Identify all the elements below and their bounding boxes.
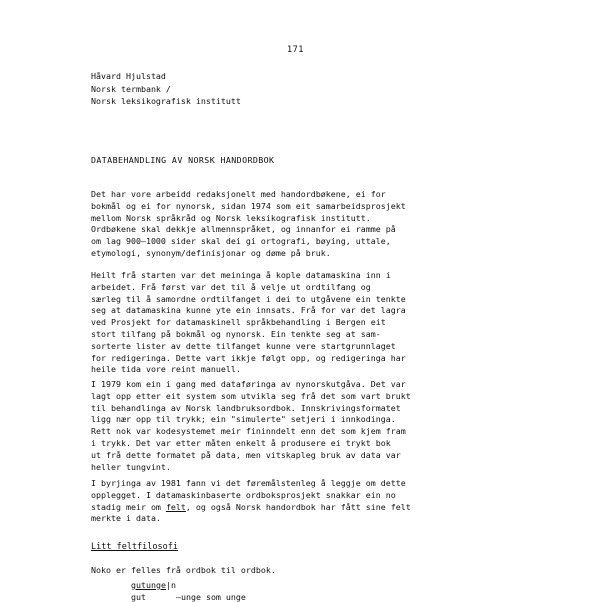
text-line: lagt opp etter eit system som utvikla seg frå det som vart brukt	[91, 390, 411, 401]
page-number: 171	[287, 45, 304, 55]
text-line: I 1979 kom ein i gang med dataføringa av nynorskutgåva. Det var	[91, 379, 406, 389]
section-intro: Noko er felles frå ordbok til ordbok.	[91, 565, 276, 575]
text-line: ved Prosjekt for datamaskinell språkbehandling i Bergen eit	[91, 317, 386, 328]
text-line: sorterte lister av dette tilfanget kunne vere startgrunnlaget	[91, 340, 396, 351]
text-line: etymologi, synonym/definisjonar og døme på bruk.	[91, 247, 331, 258]
section-heading: Litt feltfilosofi	[91, 542, 178, 552]
paragraph-4	[91, 478, 511, 525]
text-line: i trykk. Det var etter måten enkelt å produsere ei trykt bok	[91, 437, 391, 448]
author-organization: Norsk termbank /	[91, 83, 171, 94]
text-line: ut frå dette formatet på data, men vitskapleg bruk av data var	[91, 449, 401, 460]
text-line: heile tida vore reint manuell.	[91, 364, 241, 375]
example-line-1	[131, 580, 176, 590]
example-headword: gutunge	[131, 580, 166, 590]
text-line: bokmål og ei for nynorsk, sidan 1974 som eit samarbeidsprosjekt	[91, 200, 406, 211]
text-line: til behandlinga av Norsk landbruksordbok. Innskrivingsformatet	[91, 402, 401, 413]
example-headword: gut	[131, 592, 146, 602]
text-line: merkte i data.	[91, 513, 161, 524]
text-line: arbeidet. Frå først var det til å velje ut ordtilfang og	[91, 281, 371, 292]
example-line-2	[131, 592, 246, 602]
text-line: Heilt frå starten var det meininga å kople datamaskina inn i	[91, 270, 391, 280]
document-title: DATABEHANDLING AV NORSK HANDORDBOK	[91, 155, 275, 165]
underlined-term: felt	[165, 501, 186, 512]
paragraph-3	[91, 379, 511, 473]
text-line: Det har vore arbeidd redaksjonelt med handordbøkene, ei for	[91, 189, 386, 199]
text-line: stort tilfang på bokmål og nynorsk. Ein tenkte seg at sam-	[91, 328, 381, 339]
paragraph-2	[91, 270, 511, 376]
text-line: om lag 900—1000 sider skal dei gi ortografi, bøying, uttale,	[91, 236, 391, 247]
text-line: Rett nok var kodesystemet meir fininndelt enn det som kjem fram	[91, 426, 406, 437]
field-separator: —	[146, 592, 181, 602]
author-institute: Norsk leksikografisk institutt	[91, 96, 241, 106]
example-tag: n	[170, 580, 176, 590]
field-separator: |	[165, 580, 171, 590]
text-line	[91, 502, 511, 514]
text-line: heller tungvint.	[91, 461, 171, 472]
text-line: opplegget. I datamaskinbaserte ordboksprosjekt snakkar ein no	[91, 489, 396, 500]
text-line: særleg til å samordne ordtilfanget i dei to utgåvene ein tenkte	[91, 293, 406, 304]
text-line: ligg nær opp til trykk; ein "simulerte" setjeri i innkodinga.	[91, 414, 396, 425]
example-definition: unge som unge	[180, 592, 246, 602]
text-line: seg at datamaskina kunne yte ein innsats. Frå for var det lagra	[91, 305, 406, 316]
text-line: I byrjinga av 1981 fann vi det føremålstenleg å leggje om dette	[91, 478, 406, 488]
text-line: for redigeringa. Dette vart ikkje følgt opp, og redigeringa har	[91, 352, 406, 363]
text-line: mellom Norsk språkråd og Norsk leksikografisk institutt.	[91, 212, 371, 223]
author-name: Håvard Hjulstad	[91, 71, 166, 81]
author-block	[91, 70, 241, 108]
text-segment: stadig meir om	[91, 501, 166, 512]
paragraph-1	[91, 189, 511, 260]
text-segment: , og også Norsk handordbok har fått sine felt	[185, 501, 411, 512]
text-line: Ordbøkene skal dekkje allmennspråket, og innanfor ei ramme på	[91, 224, 396, 235]
